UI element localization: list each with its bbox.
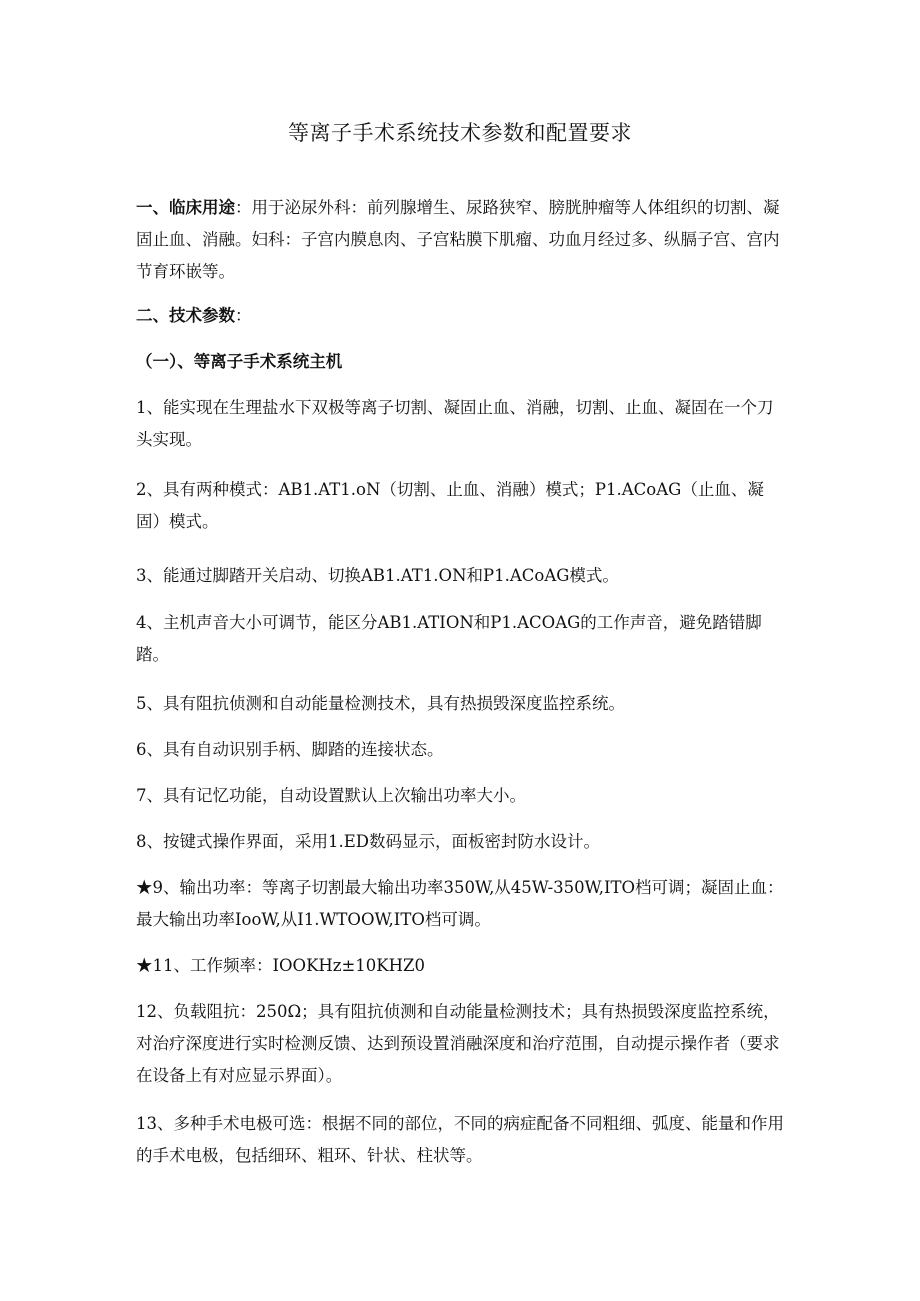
list-item: 1、能实现在生理盐水下双极等离子切割、凝固止血、消融，切割、止血、凝固在一个刀头实现。 [136, 398, 774, 449]
list-item: 3、能通过脚踏开关启动、切换AB1.AT1.ON和P1.ACoAG模式。 [136, 566, 619, 585]
clinical-use-paragraph [136, 192, 786, 288]
list-item: 12、负载阻抗：250Ω；具有阻抗侦测和自动能量检测技术；具有热损毁深度监控系统，对治疗深度进行实时检测反馈、达到预设置消融深度和治疗范围，自动提示操作者（要求在设备上有对应显示界面）。 [136, 1002, 780, 1085]
clinical-use-text: ：用于泌尿外科：前列腺增生、尿路狭窄、膀胱肿瘤等人体组织的切割、凝固止血、消融。妇科：子宫内膜息肉、子宫粘膜下肌瘤、功血月经过多、纵膈子宫、宫内节育环嵌等。 [136, 198, 780, 281]
tech-params-heading-line [136, 300, 786, 332]
list-item: 6、具有自动识别手柄、脚踏的连接状态。 [136, 740, 444, 759]
clinical-use-heading: 一、临床用途 [136, 198, 235, 217]
list-item: 8、按键式操作界面，采用1.ED数码显示，面板密封防水设计。 [136, 832, 601, 851]
list-item: 2、具有两种模式：AB1.AT1.oN（切割、止血、消融）模式；P1.ACoAG（止血、凝固）模式。 [136, 480, 764, 531]
list-item: ★11、工作频率：IOOKHz±10KHZ0 [136, 956, 425, 975]
tech-params-colon: ： [235, 306, 252, 325]
list-item: 7、具有记忆功能，自动设置默认上次输出功率大小。 [136, 786, 526, 805]
list-item: ★9、输出功率：等离子切割最大输出功率350W,从45W-350W,ITO档可调；凝固止血：最大输出功率IooW,从I1.WTOOW,ITO档可调。 [136, 878, 784, 929]
list-item: 5、具有阻抗侦测和自动能量检测技术，具有热损毁深度监控系统。 [136, 694, 625, 713]
list-item: 4、主机声音大小可调节，能区分AB1.ATION和P1.ACOAG的工作声音，避免踏错脚踏。 [136, 613, 762, 664]
list-item: 13、多种手术电极可选：根据不同的部位，不同的病症配备不同粗细、弧度、能量和作用的手术电极，包括细环、粗环、针状、柱状等。 [136, 1114, 784, 1165]
document-title: 等离子手术系统技术参数和配置要求 [288, 121, 632, 145]
tech-params-heading: 二、技术参数 [136, 306, 235, 325]
host-subheading: （一）、等离子手术系统主机 [136, 352, 343, 371]
